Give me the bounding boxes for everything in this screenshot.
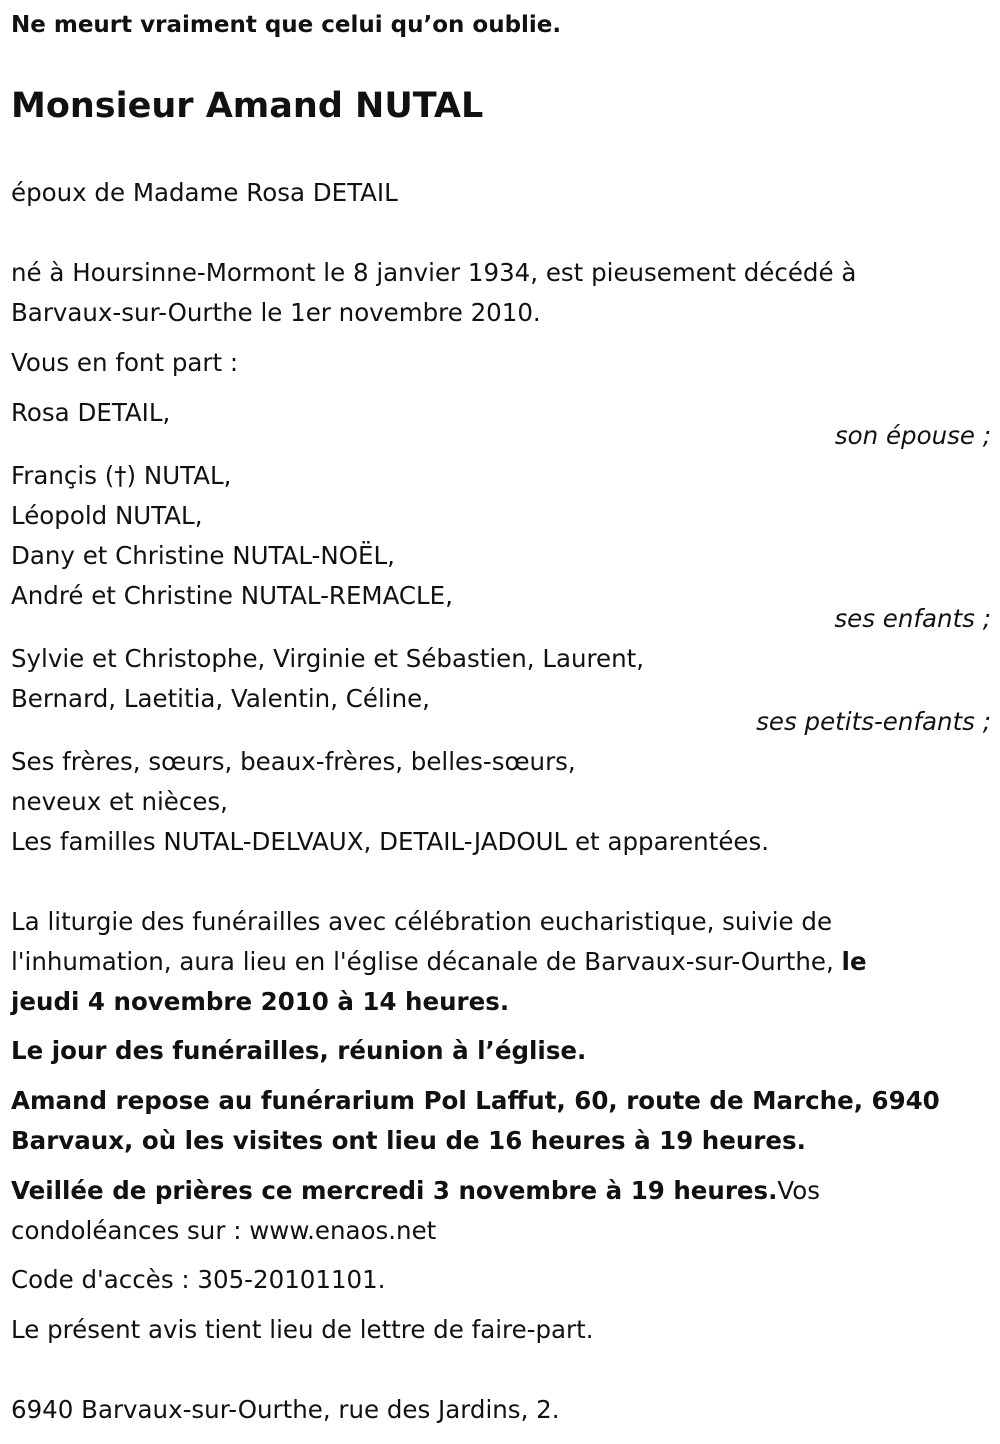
other-relatives: Ses frères, sœurs, beaux-frères, belles-sœurs, — [11, 747, 576, 776]
condolences-line: condoléances sur : www.enaos.net — [11, 1216, 437, 1245]
child-name: Léopold NUTAL, — [11, 501, 203, 530]
children-role: ses enfants ; — [834, 604, 991, 633]
funeral-line-2 — [11, 947, 867, 977]
grandchildren-role: ses petits-enfants ; — [756, 707, 991, 736]
grandchildren-names: Sylvie et Christophe, Virginie et Sébastien, Laurent, — [11, 644, 645, 673]
vigil-line — [11, 1176, 820, 1206]
announce-line: Vous en font part : — [11, 348, 239, 377]
spouse-role: son épouse ; — [834, 421, 991, 450]
address-line: 6940 Barvaux-sur-Ourthe, rue des Jardins, 2. — [11, 1395, 560, 1424]
funeral-date: jeudi 4 novembre 2010 à 14 heures. — [11, 987, 510, 1016]
spouse-line: époux de Madame Rosa DETAIL — [11, 178, 398, 207]
birth-death-line-1: né à Hoursinne-Mormont le 8 janvier 1934, est pieusement décédé à — [11, 258, 857, 287]
vigil-text: Veillée de prières ce mercredi 3 novembre à 19 heures. — [11, 1176, 778, 1205]
vigil-tail: Vos — [777, 1176, 821, 1205]
notice-line: Le présent avis tient lieu de lettre de faire-part. — [11, 1315, 594, 1344]
funeral-line-1: La liturgie des funérailles avec célébration eucharistique, suivie de — [11, 907, 833, 936]
other-relatives: neveux et nièces, — [11, 787, 228, 816]
spouse-name: Rosa DETAIL, — [11, 398, 171, 427]
child-name: Dany et Christine NUTAL-NOËL, — [11, 541, 395, 570]
access-code: Code d'accès : 305-20101101. — [11, 1265, 386, 1294]
birth-death-line-2: Barvaux-sur-Ourthe le 1er novembre 2010. — [11, 298, 541, 327]
grandchildren-names: Bernard, Laetitia, Valentin, Céline, — [11, 684, 430, 713]
meeting-line: Le jour des funérailles, réunion à l’église. — [11, 1036, 587, 1065]
funeral-line-2-text: l'inhumation, aura lieu en l'église décanale de Barvaux-sur-Ourthe, — [11, 947, 834, 976]
child-name: André et Christine NUTAL-REMACLE, — [11, 581, 453, 610]
funeral-date-lead: le — [841, 947, 867, 976]
epigraph: Ne meurt vraiment que celui qu’on oublie. — [11, 12, 562, 38]
page-title: Monsieur Amand NUTAL — [11, 86, 484, 126]
other-relatives: Les familles NUTAL-DELVAUX, DETAIL-JADOUL et apparentées. — [11, 827, 770, 856]
funerarium-line-2: Barvaux, où les visites ont lieu de 16 heures à 19 heures. — [11, 1126, 806, 1155]
child-name: Françis (†) NUTAL, — [11, 461, 232, 490]
funerarium-line-1: Amand repose au funérarium Pol Laffut, 60, route de Marche, 6940 — [11, 1086, 940, 1115]
